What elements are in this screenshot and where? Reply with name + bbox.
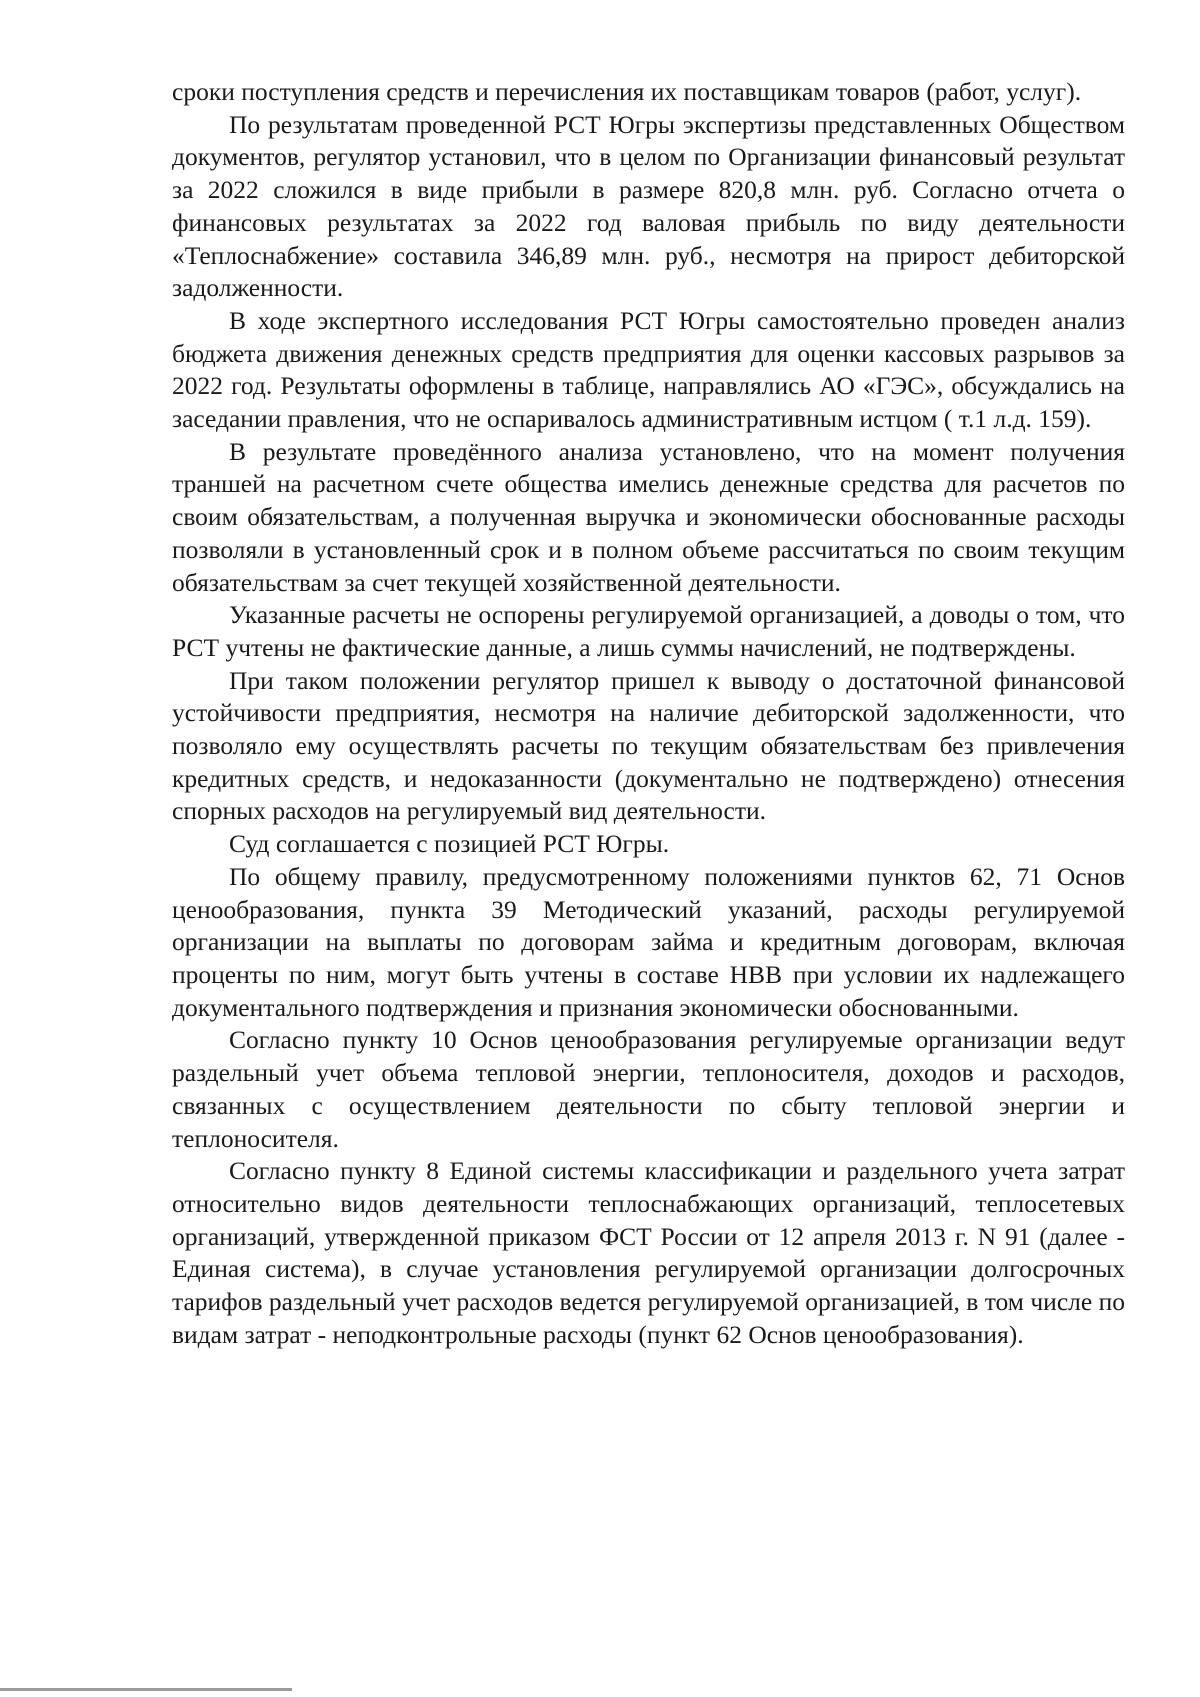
paragraph-cash-flow-analysis: В ходе экспертного исследования РСТ Югры самостоятельно проведен анализ бюджета движения денежных средств предприятия для оценки кассовых разрывов за 2022 год. Результаты оформлены в таблице, направлялись АО «ГЭС», обсуждались на заседании правления, что не оспаривалось административным истцом ( т.1 л.д. 159). — [172, 305, 1125, 434]
paragraph-point-10: Согласно пункту 10 Основ ценообразования регулируемые организации ведут раздельный учет объема тепловой энергии, теплоносителя, доходов и расходов, связанных с осуществлением деятельности по сбыту тепловой энергии и теплоносителя. — [172, 1025, 1125, 1153]
document-body — [172, 76, 1125, 1351]
paragraph-expertise-results: По результатам проведенной РСТ Югры экспертизы представленных Обществом документов, регулятор установил, что в целом по Организации финансовый результат за 2022 сложился в виде прибыли в размере 820,8 млн. руб. Согласно отчета о финансовых результатах за 2022 год валовая прибыль по виду деятельности «Теплоснабжение» составила 346,89 млн. руб., несмотря на прирост дебиторской задолженности. — [172, 109, 1125, 303]
paragraph-analysis-conclusion: В результате проведённого анализа установлено, что на момент получения траншей на расчетном счете общества имелись денежные средства для расчетов по своим обязательствам, а полученная выручка и экономически обоснованные расходы позволяли в установленный срок и в полном объеме рассчитаться по своим текущим обязательствам за счет текущей хозяйственной деятельности. — [172, 436, 1125, 597]
paragraph-general-rule: По общему правилу, предусмотренному положениями пунктов 62, 71 Основ ценообразования, пункта 39 Методический указаний, расходы регулируемой организации на выплаты по договорам займа и кредитным договорам, включая проценты по ним, могут быть учтены в составе НВВ при условии их надлежащего документального подтверждения и признания экономически обоснованными. — [172, 861, 1125, 1022]
scan-edge-line — [0, 1688, 292, 1691]
paragraph-continuation: сроки поступления средств и перечисления их поставщикам товаров (работ, услуг). — [172, 77, 1082, 106]
paragraph-point-8: Согласно пункту 8 Единой системы классификации и раздельного учета затрат относительно видов деятельности теплоснабжающих организаций, теплосетевых организаций, утвержденной приказом ФСТ России от 12 апреля 2013 г. N 91 (далее - Единая система), в случае установления регулируемой организации долгосрочных тарифов раздельный учет расходов ведется регулируемой организацией, в том числе по видам затрат - неподконтрольные расходы (пункт 62 Основ ценообразования). — [172, 1156, 1125, 1349]
paragraph-regulator-conclusion: При таком положении регулятор пришел к выводу о достаточной финансовой устойчивости предприятия, несмотря на наличие дебиторской задолженности, что позволяло ему осуществлять расчеты по текущим обязательствам без привлечения кредитных средств, и недоказанности (документально не подтверждено) отнесения спорных расходов на регулируемый вид деятельности. — [172, 665, 1125, 826]
paragraph-calculations-not-disputed: Указанные расчеты не оспорены регулируемой организацией, а доводы о том, что РСТ учтены не фактические данные, а лишь суммы начислений, не подтверждены. — [172, 600, 1125, 662]
paragraph-court-agrees: Суд соглашается с позицией РСТ Югры. — [229, 829, 670, 859]
